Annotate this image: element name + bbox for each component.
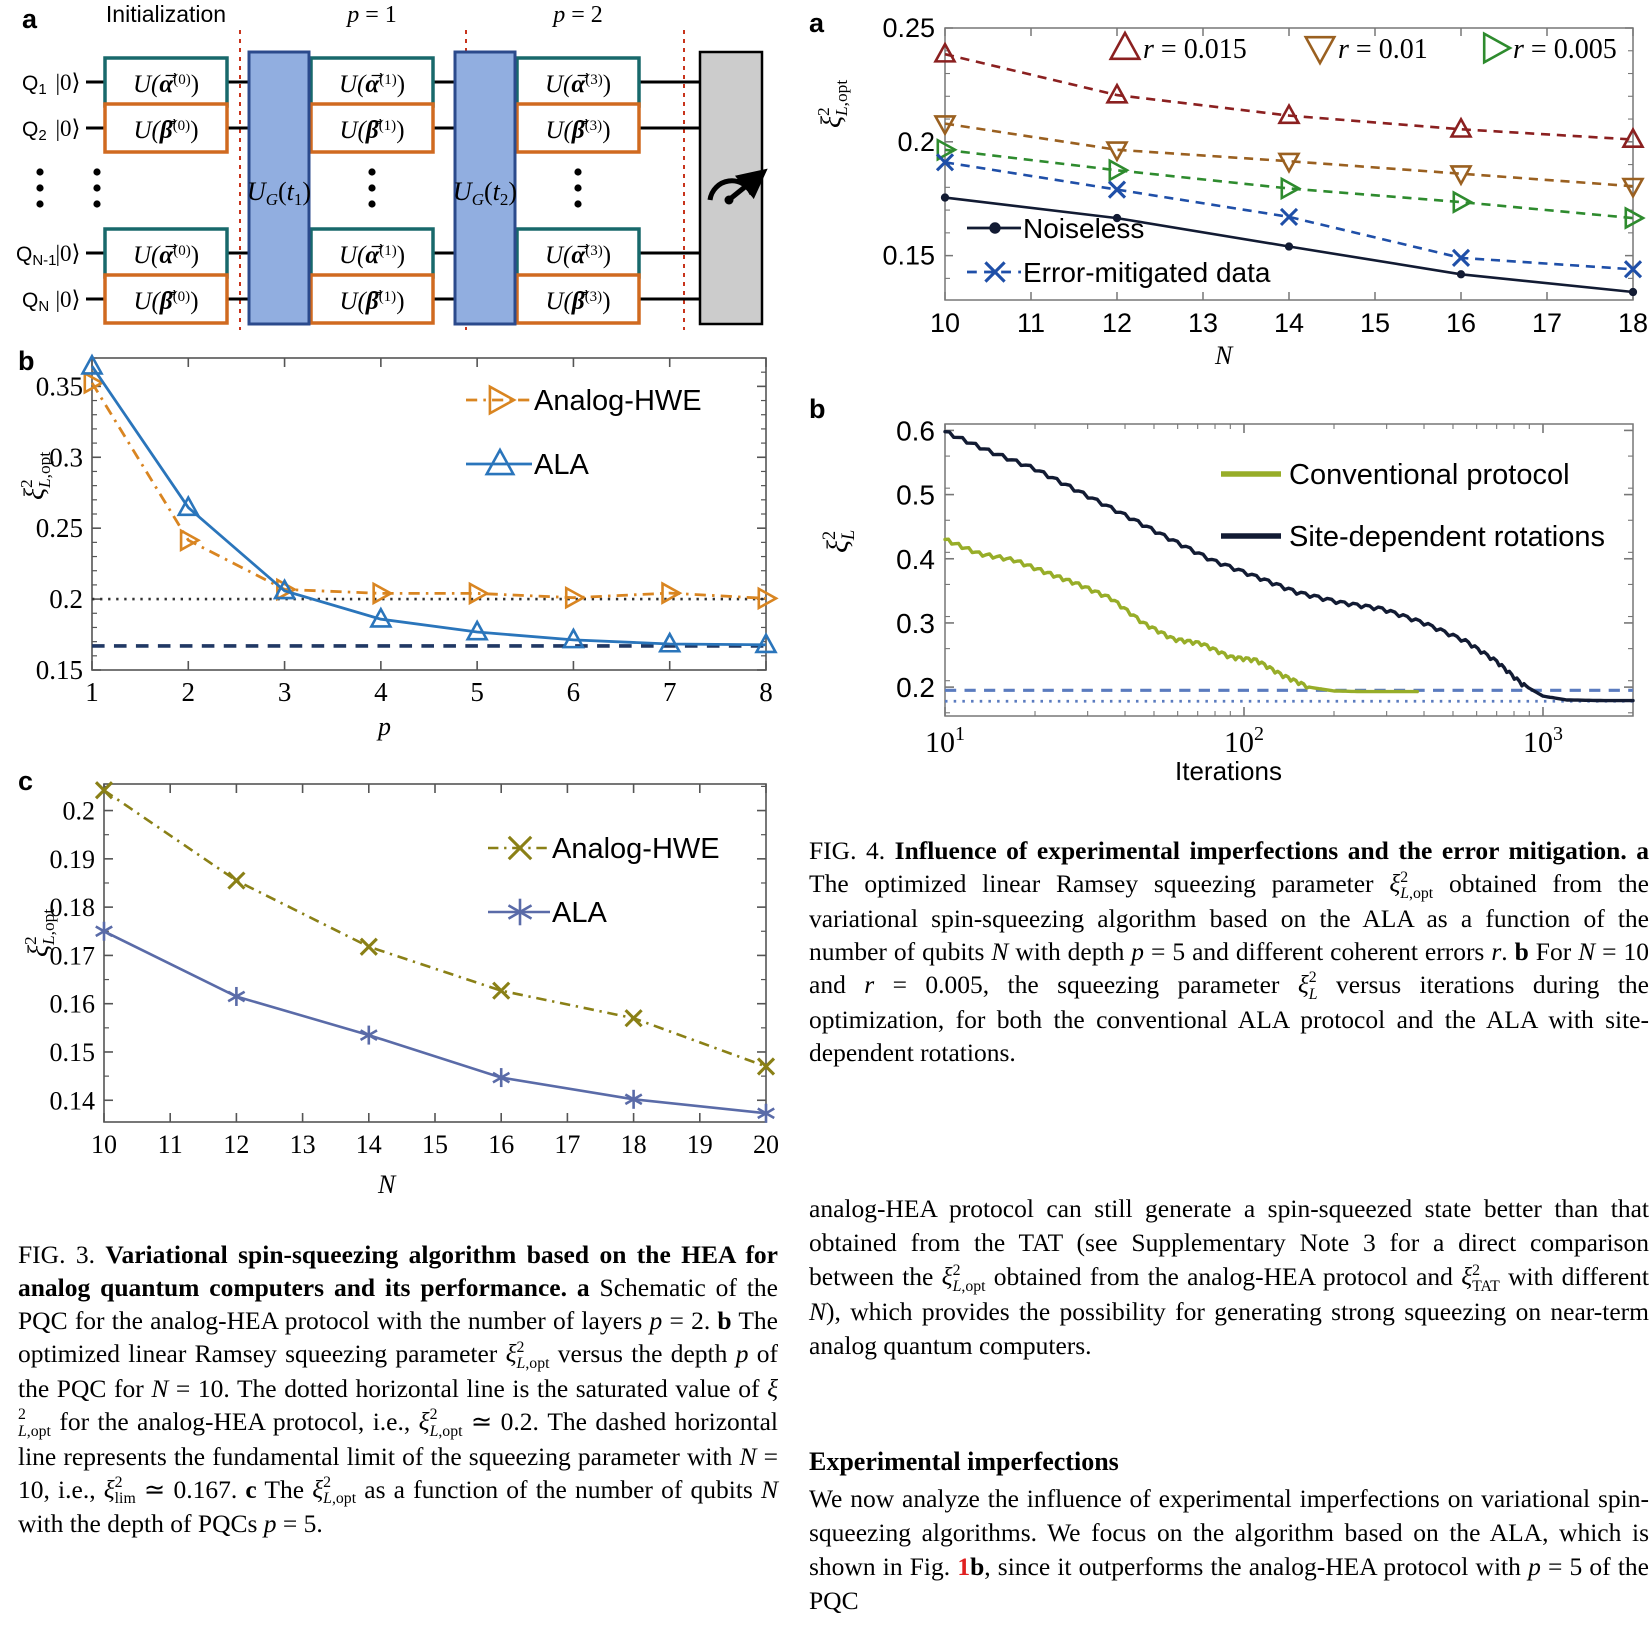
svg-text:5: 5 [470,677,484,707]
math-xi-Lopt-4: ξ 2 L,opt [312,1474,357,1508]
svg-text:Site-dependent rotations: Site-dependent rotations [1289,521,1605,553]
right-column [795,0,1652,1650]
panel-letter-fig4-a: a [809,8,825,38]
math-xi-Lopt-1: ξ 2 L,opt [505,1338,550,1372]
svg-text:14: 14 [355,1130,382,1159]
fig4-caption-a-text1: The optimized linear Ramsey squeezing parameter [809,869,1390,898]
svg-text:0.3: 0.3 [49,442,83,473]
fig3c-markers-1 [96,922,774,1123]
math-xi-Lopt-2: ξ 2 L,opt [18,1373,778,1440]
svg-text:15: 15 [422,1130,448,1159]
svg-text:U(β⃗(3)): $U(\beta^{(3)})$ [545,288,611,315]
fig4a-svg [795,0,1652,378]
svg-text:UG(t1): UG(t1) [246,177,312,209]
panel-letter-fig4-b: b [809,394,826,424]
fig4-caption-a-text2: obtained from the variational spin-squeezing algorithm based on the ALA as a function of the number of qubits [809,869,1649,966]
fig4-caption-b-text3: = 0.005, the squeezing parameter [874,969,1298,999]
svg-text:0.15: 0.15 [882,240,935,271]
fig4-caption-a-label: a [1636,836,1650,865]
svg-text:0.16: 0.16 [49,989,95,1019]
fig4-caption-no: FIG. 4. [809,836,886,865]
body-p2-c: = 5 of the PQC [809,1552,1649,1615]
figure3-panel-a-circuit [0,0,790,335]
svg-text:QN-1: QN-1 [16,243,57,269]
gate-beta-3-qn [517,275,639,323]
svg-text:U(α⃗(3)): $U(\alpha^{(3)})$ [544,71,612,98]
gate-beta-0-qn [105,275,227,323]
svg-text:0.17: 0.17 [49,941,95,971]
fig4b-xlabel: Iterations [1175,756,1282,786]
svg-text:0.5: 0.5 [896,479,935,511]
fig4-caption-title: Influence of experimental imperfections and the error mitigation. [894,836,1627,865]
body-p2-a: We now analyze the influence of experimental imperfections on variational spin-squeezing algorithms. We focus on the algorithm based on the ALA, which is shown in Fig. [809,1484,1649,1581]
fig3-caption-c-text3: with the depth of PQCs [18,1509,264,1539]
fig3-caption-a-p: p [649,1306,663,1335]
svg-text:18: 18 [620,1130,647,1159]
fig4b-series-0 [945,539,1417,691]
svg-text:0.35: 0.35 [35,371,83,402]
circuit-header-p2: p = 2 [553,2,603,28]
svg-text:10: 10 [91,1130,117,1159]
svg-text:0.2: 0.2 [49,584,83,615]
circuit-header-p1: p = 1 [347,2,397,28]
gate-alpha-0-qn1 [105,229,227,277]
svg-text:U(β⃗(0)): $U(\beta^{(0)})$ [133,288,199,315]
figure3-caption: FIG. 3. Variational spin-squeezing algorithm based on the HEA for analog quantum computers and its performance. a Schematic of the PQC for the analog-HEA protocol with the number of layers p = 2. b The optimized linear Ramsey squeezing parameter ξ 2 L,opt versus the depth p of the PQC for N = 10. The dotted horizontal line is the saturated value of ξ 2 L,opt for the analog-HEA protocol, i.e., ξ 2 L,opt ≃ 0.2. The dashed horizontal line represents the fundamental limit of the squeezing parameter with N = 10, i.e., ξ 2 lim ≃ 0.167. c The ξ 2 L,opt as a function of the number of qubits N with the depth of PQCs p = 5. [18,1240,779,1539]
math-xi-Lopt-3: ξ 2 L,opt [418,1406,463,1440]
fig3-caption-c-text2: as a function of the number of qubits [356,1474,762,1504]
svg-text:3: 3 [277,677,292,707]
svg-text:U(α⃗(1)): $U(\alpha^{(1)})$ [338,71,406,98]
fig3-caption-b-text2: versus the depth [549,1339,736,1368]
fig4-caption-a-text5: . [1501,936,1515,966]
fig3c-legend [488,833,720,929]
svg-text:0.3: 0.3 [896,607,935,639]
svg-text:102: $10^2$ [1223,723,1264,759]
fig3b-svg [0,340,790,750]
svg-text:10: 10 [929,308,961,338]
svg-text:13: 13 [289,1130,316,1159]
fig4-caption-b-label: b [1514,936,1529,966]
svg-text:U(β⃗(3)): $U(\beta^{(3)})$ [545,117,611,144]
fig3-caption-c-text4: = 5. [276,1509,323,1539]
fig3-caption-title: Variational spin-squeezing algorithm based on the HEA for analog quantum computers and its performance. [18,1240,778,1302]
left-column [0,0,790,1650]
fig3-caption-b-text3: of the PQC for [18,1339,778,1403]
gate-alpha-3-q1 [517,58,639,106]
svg-text:18: 18 [1617,308,1649,338]
gate-alpha-1-qn1 [311,229,433,277]
gate-beta-0-q2 [105,104,227,152]
svg-text:U(β⃗(1)): $U(\beta^{(1)})$ [339,288,405,315]
circuit-qubit-labels [16,72,57,315]
fig3c-svg [0,752,790,1212]
fig3c-xlabel: N [378,1170,396,1199]
fig3-caption-c-label: c [245,1474,257,1504]
svg-text:r = 0.005: r = 0.005 [1513,34,1617,65]
entangler-block-1 [247,52,311,324]
fig4a-legend-top [1111,33,1617,65]
svg-text:U(α⃗(3)): $U(\alpha^{(3)})$ [544,242,612,269]
svg-text:UG(t2): UG(t2) [452,177,518,209]
fig4-caption-b-text1: For [1528,936,1579,966]
svg-text:U(α⃗(0)): $U(\alpha^{(0)})$ [132,242,200,269]
svg-text:r = 0.01: r = 0.01 [1338,34,1428,65]
svg-text:ALA: ALA [552,897,607,929]
svg-text:0.18: 0.18 [49,893,95,923]
fig4-caption-a-text4: = 5 and different coherent errors [1144,936,1492,966]
figure3-panel-b-chart [0,340,790,750]
fig3b-legend [466,385,702,481]
svg-text:6: 6 [566,677,581,707]
fig4-caption-b-text2: = 10 and [809,936,1649,999]
svg-text:8: 8 [759,677,773,707]
svg-text:0.4: 0.4 [896,543,935,575]
svg-text:13: 13 [1187,308,1219,338]
body-p1-a: analog-HEA protocol can still generate a spin-squeezed state better than that obtained from the TAT (see Supplementary Note 3 for a direct comparison between the [809,1194,1649,1291]
body-paragraph-2: We now analyze the influence of experimental imperfections on variational spin-squeezing algorithms. We focus on the algorithm based on the ALA, which is shown in Fig. 1b, since it outperforms the analog-HEA protocol with p = 5 of the PQC [809,1484,1649,1615]
svg-text:7: 7 [662,677,677,707]
svg-text:|0⟩: |0⟩ [55,70,81,95]
svg-text:r = 0.015: r = 0.015 [1143,34,1247,65]
fig3-caption-b-text5: for the analog-HEA protocol, i.e., [50,1406,419,1436]
figure4-panel-b-chart [795,378,1652,796]
svg-text:0.25: 0.25 [35,513,83,544]
svg-text:11: 11 [157,1130,183,1159]
circuit-svg [0,0,790,335]
svg-text:101: $10^1$ [925,723,965,759]
circuit-ket-labels [55,70,80,312]
fig3b-ylabel: ξ 2 L,opt [17,451,54,500]
svg-text:|0⟩: |0⟩ [55,241,81,266]
math-xi-TAT: ξ 2 TAT [1461,1261,1500,1295]
gate-alpha-3-qn1 [517,229,639,277]
svg-text:20: 20 [753,1130,779,1159]
body-p1-b: obtained from the analog-HEA protocol and [985,1262,1462,1291]
math-xi-Lopt-6: ξ 2 L,opt [941,1261,986,1295]
body-p1-d: ), which provides the possibility for generating strong squeezing on near-term analog quantum computers. [809,1296,1649,1360]
svg-text:0.15: 0.15 [49,1037,95,1067]
svg-text:4: 4 [374,677,388,707]
math-xi-L-1: ξ 2 L [1297,969,1318,1003]
fig3b-xlabel: p [378,712,391,741]
fig4b-ylabel: ξ 2 L [819,529,859,553]
svg-text:0.2: 0.2 [62,796,95,826]
svg-text:Analog-HWE: Analog-HWE [552,833,720,865]
svg-text:2: 2 [181,677,196,707]
fig4-caption-b-text4: versus iterations during the optimization, for both the conventional ALA protocol and the ALA with site-dependent rotations. [809,969,1649,1067]
math-xi-Lopt-5: ξ 2 L,opt [1389,868,1434,902]
fig3-caption-c-text1: The [256,1474,313,1504]
svg-text:0.25: 0.25 [882,13,935,43]
fig3-caption-b-text1: The optimized linear Ramsey squeezing parameter [18,1306,779,1368]
svg-text:11: 11 [1016,308,1046,338]
fig3-caption-no: FIG. 3. [18,1240,95,1269]
svg-text:0.2: 0.2 [896,672,935,704]
fig4a-xlabel: N [1215,341,1233,370]
gate-alpha-1-q1 [311,58,433,106]
fig3-caption-a-text1: Schematic of the PQC for the analog-HEA protocol with the number of layers [18,1273,778,1335]
svg-text:19: 19 [686,1130,713,1159]
measurement-block [700,52,762,324]
fig4a-legend-left [967,213,1271,288]
svg-text:Error-mitigated data: Error-mitigated data [1023,257,1271,288]
svg-text:0.15: 0.15 [35,655,83,685]
fig4b-svg [795,378,1652,796]
svg-text:Conventional protocol: Conventional protocol [1289,459,1570,491]
svg-text:17: 17 [1531,308,1563,338]
body-paragraph-1: analog-HEA protocol can still generate a spin-squeezed state better than that obtained from the TAT (see Supplementary Note 3 for a direct comparison between the ξ 2 L,opt obtained from the analog-HEA protocol and ξ 2 TAT with different N), which provides the possibility for generating strong squeezing on near-term analog quantum computers. [809,1194,1650,1360]
panel-letter-b: b [18,346,35,376]
figure-reference-1b[interactable]: b [970,1552,985,1581]
svg-text:U(α⃗(1)): $U(\alpha^{(1)})$ [338,242,406,269]
panel-letter-a: a [22,4,38,34]
fig3-caption-b-label: b [717,1306,732,1335]
figure-reference-1[interactable]: 1 [957,1552,971,1581]
gate-beta-1-q2 [311,104,433,152]
fig3-caption-b-text8: ≃ 0.167. [135,1474,246,1504]
svg-text:0.14: 0.14 [49,1086,95,1116]
fig3c-markers-0 [96,782,774,1074]
circuit-header-initialization: Initialization [105,1,227,27]
svg-text:Analog-HWE: Analog-HWE [534,385,702,417]
svg-text:1: 1 [85,677,99,707]
svg-text:U(β⃗(0)): $U(\beta^{(0)})$ [133,117,199,144]
gate-beta-3-q2 [517,104,639,152]
svg-text:|0⟩: |0⟩ [55,287,81,312]
svg-text:14: 14 [1273,308,1305,338]
svg-text:16: 16 [1445,308,1477,338]
body-p1-c: with different [1499,1262,1650,1291]
svg-text:Q1: Q1 [22,72,47,98]
figure4-caption: FIG. 4. Influence of experimental imperfections and the error mitigation. a The optimized linear Ramsey squeezing parameter ξ 2 L,opt obtained from the variational spin-squeezing algorithm based on the ALA as a function of the number of qubits N with depth p = 5 and different coherent errors r. b For N = 10 and r = 0.005, the squeezing parameter ξ 2 L versus iterations during the optimization, for both the conventional ALA protocol and the ALA with site-dependent rotations. [809,836,1650,1067]
gate-alpha-0-q1 [105,58,227,106]
panel-letter-c: c [18,766,34,796]
math-xi-lim: ξ 2 lim [103,1474,136,1508]
svg-text:17: 17 [554,1130,581,1159]
gate-beta-1-qn [311,275,433,323]
svg-text:U(β⃗(1)): $U(\beta^{(1)})$ [339,117,405,144]
svg-text:103: $10^3$ [1522,723,1563,759]
svg-text:0.6: 0.6 [896,415,935,447]
svg-text:0.2: 0.2 [897,126,935,157]
entangler-block-2 [453,52,517,324]
svg-text:15: 15 [1359,308,1391,338]
svg-text:Q2: Q2 [22,118,47,144]
svg-text:ALA: ALA [534,449,589,481]
fig3-caption-b-text6: ≃ 0.2. The dashed horizontal line represents the fundamental limit of the squeezing parameter with [18,1406,779,1471]
fig3-caption-b-text7: = 10, i.e., [18,1441,778,1504]
section-heading-experimental-imperfections: Experimental imperfections [809,1447,1119,1476]
fig3-caption-b-text4: = 10. The dotted horizontal line is the saturated value of [168,1373,768,1403]
svg-text:0.19: 0.19 [49,844,95,874]
svg-text:16: 16 [488,1130,515,1159]
svg-text:12: 12 [223,1130,250,1159]
fig3-caption-a-text2: = 2. [662,1306,718,1335]
svg-text:QN: QN [22,289,50,315]
svg-text:Noiseless: Noiseless [1023,213,1145,244]
fig3-caption-a-label: a [576,1273,590,1302]
body-p2-b: , since it outperforms the analog-HEA protocol with [984,1552,1529,1581]
fig4a-ylabel: ξ 2 L,opt [814,79,851,128]
fig4a-series-0 [945,54,1633,139]
svg-text:12: 12 [1101,308,1133,338]
svg-text:U(α⃗(0)): $U(\alpha^{(0)})$ [132,71,200,98]
fig3c-ylabel: ξ 2 L,opt [21,908,58,957]
figure3-panel-c-chart [0,752,790,1212]
fig4-caption-a-text3: with depth [1008,936,1132,966]
fig3c-series-0 [104,790,766,1066]
fig3c-series-1 [104,931,766,1113]
fig4b-legend [1221,459,1605,553]
figure4-panel-a-chart [795,0,1652,378]
svg-text:|0⟩: |0⟩ [55,116,81,141]
